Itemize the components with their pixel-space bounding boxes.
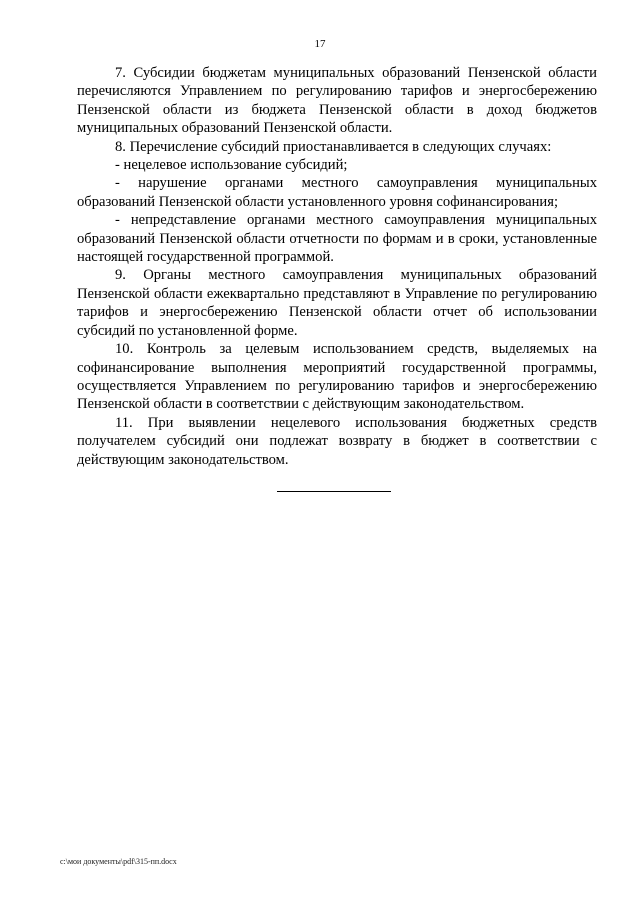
end-separator-line xyxy=(277,491,391,492)
paragraph-8-item-1: - нецелевое использование субсидий; xyxy=(115,157,348,174)
paragraph-11: 11. При выявлении нецелевого использования бюджетных средств получателем субсидий они подлежат возврату в бюджет в соответствии с действующим законодательством. xyxy=(77,414,597,468)
paragraph-10: 10. Контроль за целевым использованием средств, выделяемых на софинансирование выполнения мероприятий государственной программы, осуществляется Управлением по регулированию тарифов и энергосбережению Пензенской области в соответствии с действующим законодательством. xyxy=(77,341,597,413)
page-number: 17 xyxy=(314,38,326,50)
paragraph-8-item-3: - непредставление органами местного самоуправления муниципальных образований Пензенской области отчетности по формам и в сроки, установленные настоящей государственной программой. xyxy=(77,212,597,266)
paragraph-7: 7. Субсидии бюджетам муниципальных образований Пензенской области перечисляются Управлением по регулированию тарифов и энергосбережению Пензенской области из бюджета Пензенской области в доход бюджетов муниципальных образований Пензенской области. xyxy=(77,65,597,137)
footer-file-path: c:\мои документы\pdf\315-пп.docx xyxy=(60,857,177,866)
paragraph-8: 8. Перечисление субсидий приостанавливается в следующих случаях: xyxy=(115,138,552,155)
document-body xyxy=(77,64,597,469)
paragraph-8-item-2: - нарушение органами местного самоуправления муниципальных образований Пензенской области установленного уровня софинансирования; xyxy=(77,175,597,210)
paragraph-9: 9. Органы местного самоуправления муниципальных образований Пензенской области ежеквартально представляют в Управление по регулированию тарифов и энергосбережению Пензенской области отчет об использовании субсидий по установленной форме. xyxy=(77,267,597,339)
